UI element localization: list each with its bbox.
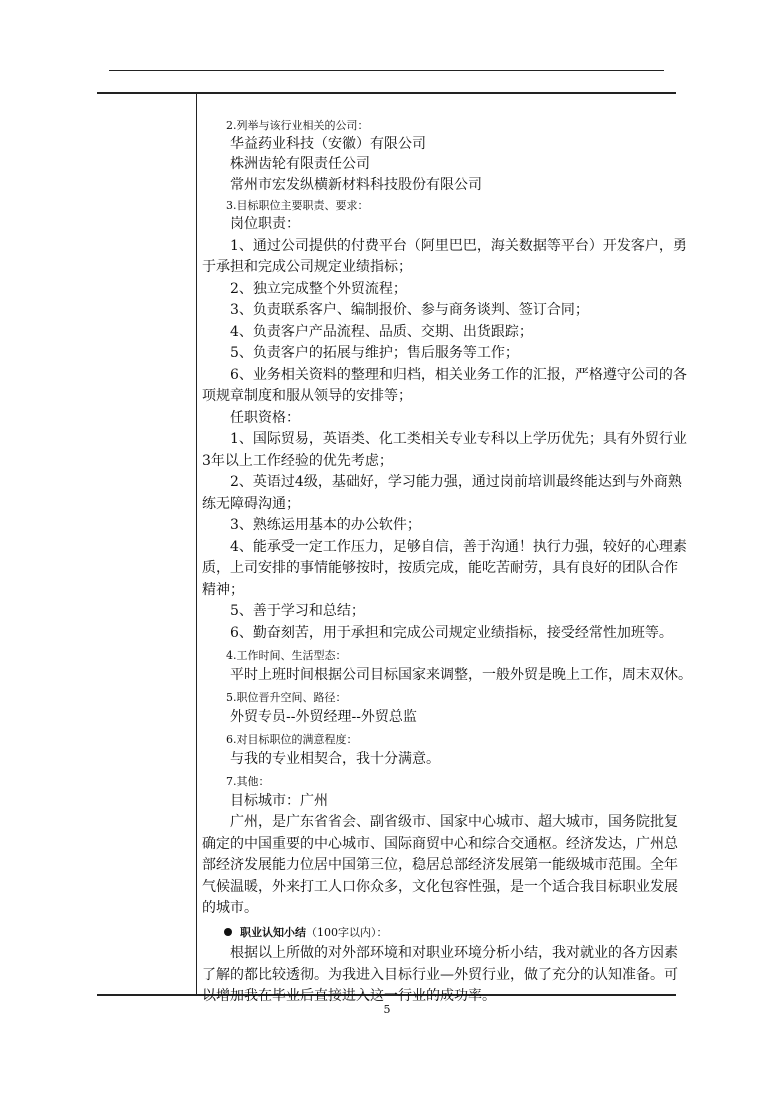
page-number: 5 — [383, 1003, 391, 1016]
paragraph-line: 2、独立完成整个外贸流程； — [230, 281, 407, 297]
paragraph-line: 气候温暖，外来打工人口你众多，文化包容性强，是一个适合我目标职业发展 — [202, 879, 678, 895]
paragraph-line: 与我的专业相契合，我十分满意。 — [230, 751, 440, 767]
paragraph-line: 2、英语过4级，基础好，学习能力强，通过岗前培训最终能达到与外商熟 — [230, 474, 682, 490]
paragraph-line: 6、勤奋刻苦，用于承担和完成公司规定业绩指标，接受经常性加班等。 — [230, 625, 673, 641]
paragraph-line: 1、国际贸易，英语类、化工类相关专业专科以上学历优先；具有外贸行业 — [230, 431, 687, 447]
bullet-icon — [224, 928, 232, 936]
company-item: 华益药业科技（安徽）有限公司 — [230, 136, 426, 152]
paragraph-line: 4、负责客户产品流程、品质、交期、出货跟踪； — [230, 324, 533, 340]
summary-line: 了解的都比较透彻。为我进入目标行业—外贸行业，做了充分的认知准备。可 — [202, 967, 678, 983]
company-item: 株洲齿轮有限责任公司 — [230, 156, 370, 172]
paragraph-line: 5、善于学习和总结； — [230, 603, 365, 619]
paragraph-line: 练无障碍沟通； — [202, 496, 300, 512]
paragraph-line: 4、能承受一定工作压力，足够自信，善于沟通！执行力强，较好的心理素 — [230, 539, 687, 555]
paragraph-line: 3、负责联系客户、编制报价、参与商务谈判、签订合同； — [230, 302, 589, 318]
paragraph-line: 5、负责客户的拓展与维护；售后服务等工作； — [230, 345, 519, 361]
heading-related-companies: 2.列举与该行业相关的公司： — [226, 119, 369, 132]
heading-work-time: 4.工作时间、生活型态： — [226, 649, 347, 662]
heading-other: 7.其他： — [226, 775, 270, 788]
paragraph-line: 1、通过公司提供的付费平台（阿里巴巴，海关数据等平台）开发客户，勇 — [230, 238, 687, 254]
paragraph-line: 3年以上工作经验的优先考虑； — [202, 453, 393, 469]
paragraph-line: 于承担和完成公司规定业绩指标； — [202, 259, 412, 275]
paragraph-line: 确定的中国重要的中心城市、国际商贸中心和综合交通枢。经济发达，广州总 — [202, 836, 678, 852]
summary-heading — [224, 923, 388, 943]
table-column-divider — [196, 93, 197, 995]
paragraph-line: 精神； — [202, 582, 244, 598]
paragraph-line: 6、业务相关资料的整理和归档，相关业务工作的汇报，严格遵守公司的各 — [230, 367, 687, 383]
summary-note: （100字以内）： — [306, 926, 388, 939]
header-rule — [109, 70, 664, 71]
summary-line: 根据以上所做的对外部环境和对职业环境分析小结，我对就业的各方因素 — [230, 945, 678, 961]
summary-title: 职业认知小结 — [240, 926, 306, 939]
table-top-border — [97, 92, 676, 94]
paragraph-line: 项规章制度和服从领导的安排等； — [202, 388, 412, 404]
company-item: 常州市宏发纵横新材料科技股份有限公司 — [230, 177, 482, 193]
heading-satisfaction: 6.对目标职位的满意程度： — [226, 733, 358, 746]
paragraph-line: 部经济发展能力位居中国第三位，稳居总部经济发展第一能级城市范围。全年 — [202, 857, 678, 873]
summary-line: 以增加我在毕业后直接进入这一行业的成功率。 — [202, 988, 496, 1004]
subheading-qualifications: 任职资格： — [230, 410, 300, 426]
heading-job-duties: 3.目标职位主要职责、要求： — [226, 199, 369, 212]
paragraph-line: 平时上班时间根据公司目标国家来调整，一般外贸是晚上工作，周末双休。 — [230, 667, 692, 683]
paragraph-line: 的城市。 — [202, 900, 258, 916]
paragraph-line: 目标城市：广州 — [230, 793, 328, 809]
paragraph-line: 广州，是广东省省会、副省级市、国家中心城市、超大城市，国务院批复 — [230, 814, 678, 830]
subheading-duties: 岗位职责： — [230, 216, 300, 232]
heading-career-path: 5.职位晋升空间、路径： — [226, 691, 347, 704]
paragraph-line: 3、熟练运用基本的办公软件； — [230, 517, 421, 533]
paragraph-line: 外贸专员--外贸经理--外贸总监 — [230, 709, 417, 725]
paragraph-line: 质，上司安排的事情能够按时，按质完成，能吃苦耐劳，具有良好的团队合作 — [202, 560, 678, 576]
